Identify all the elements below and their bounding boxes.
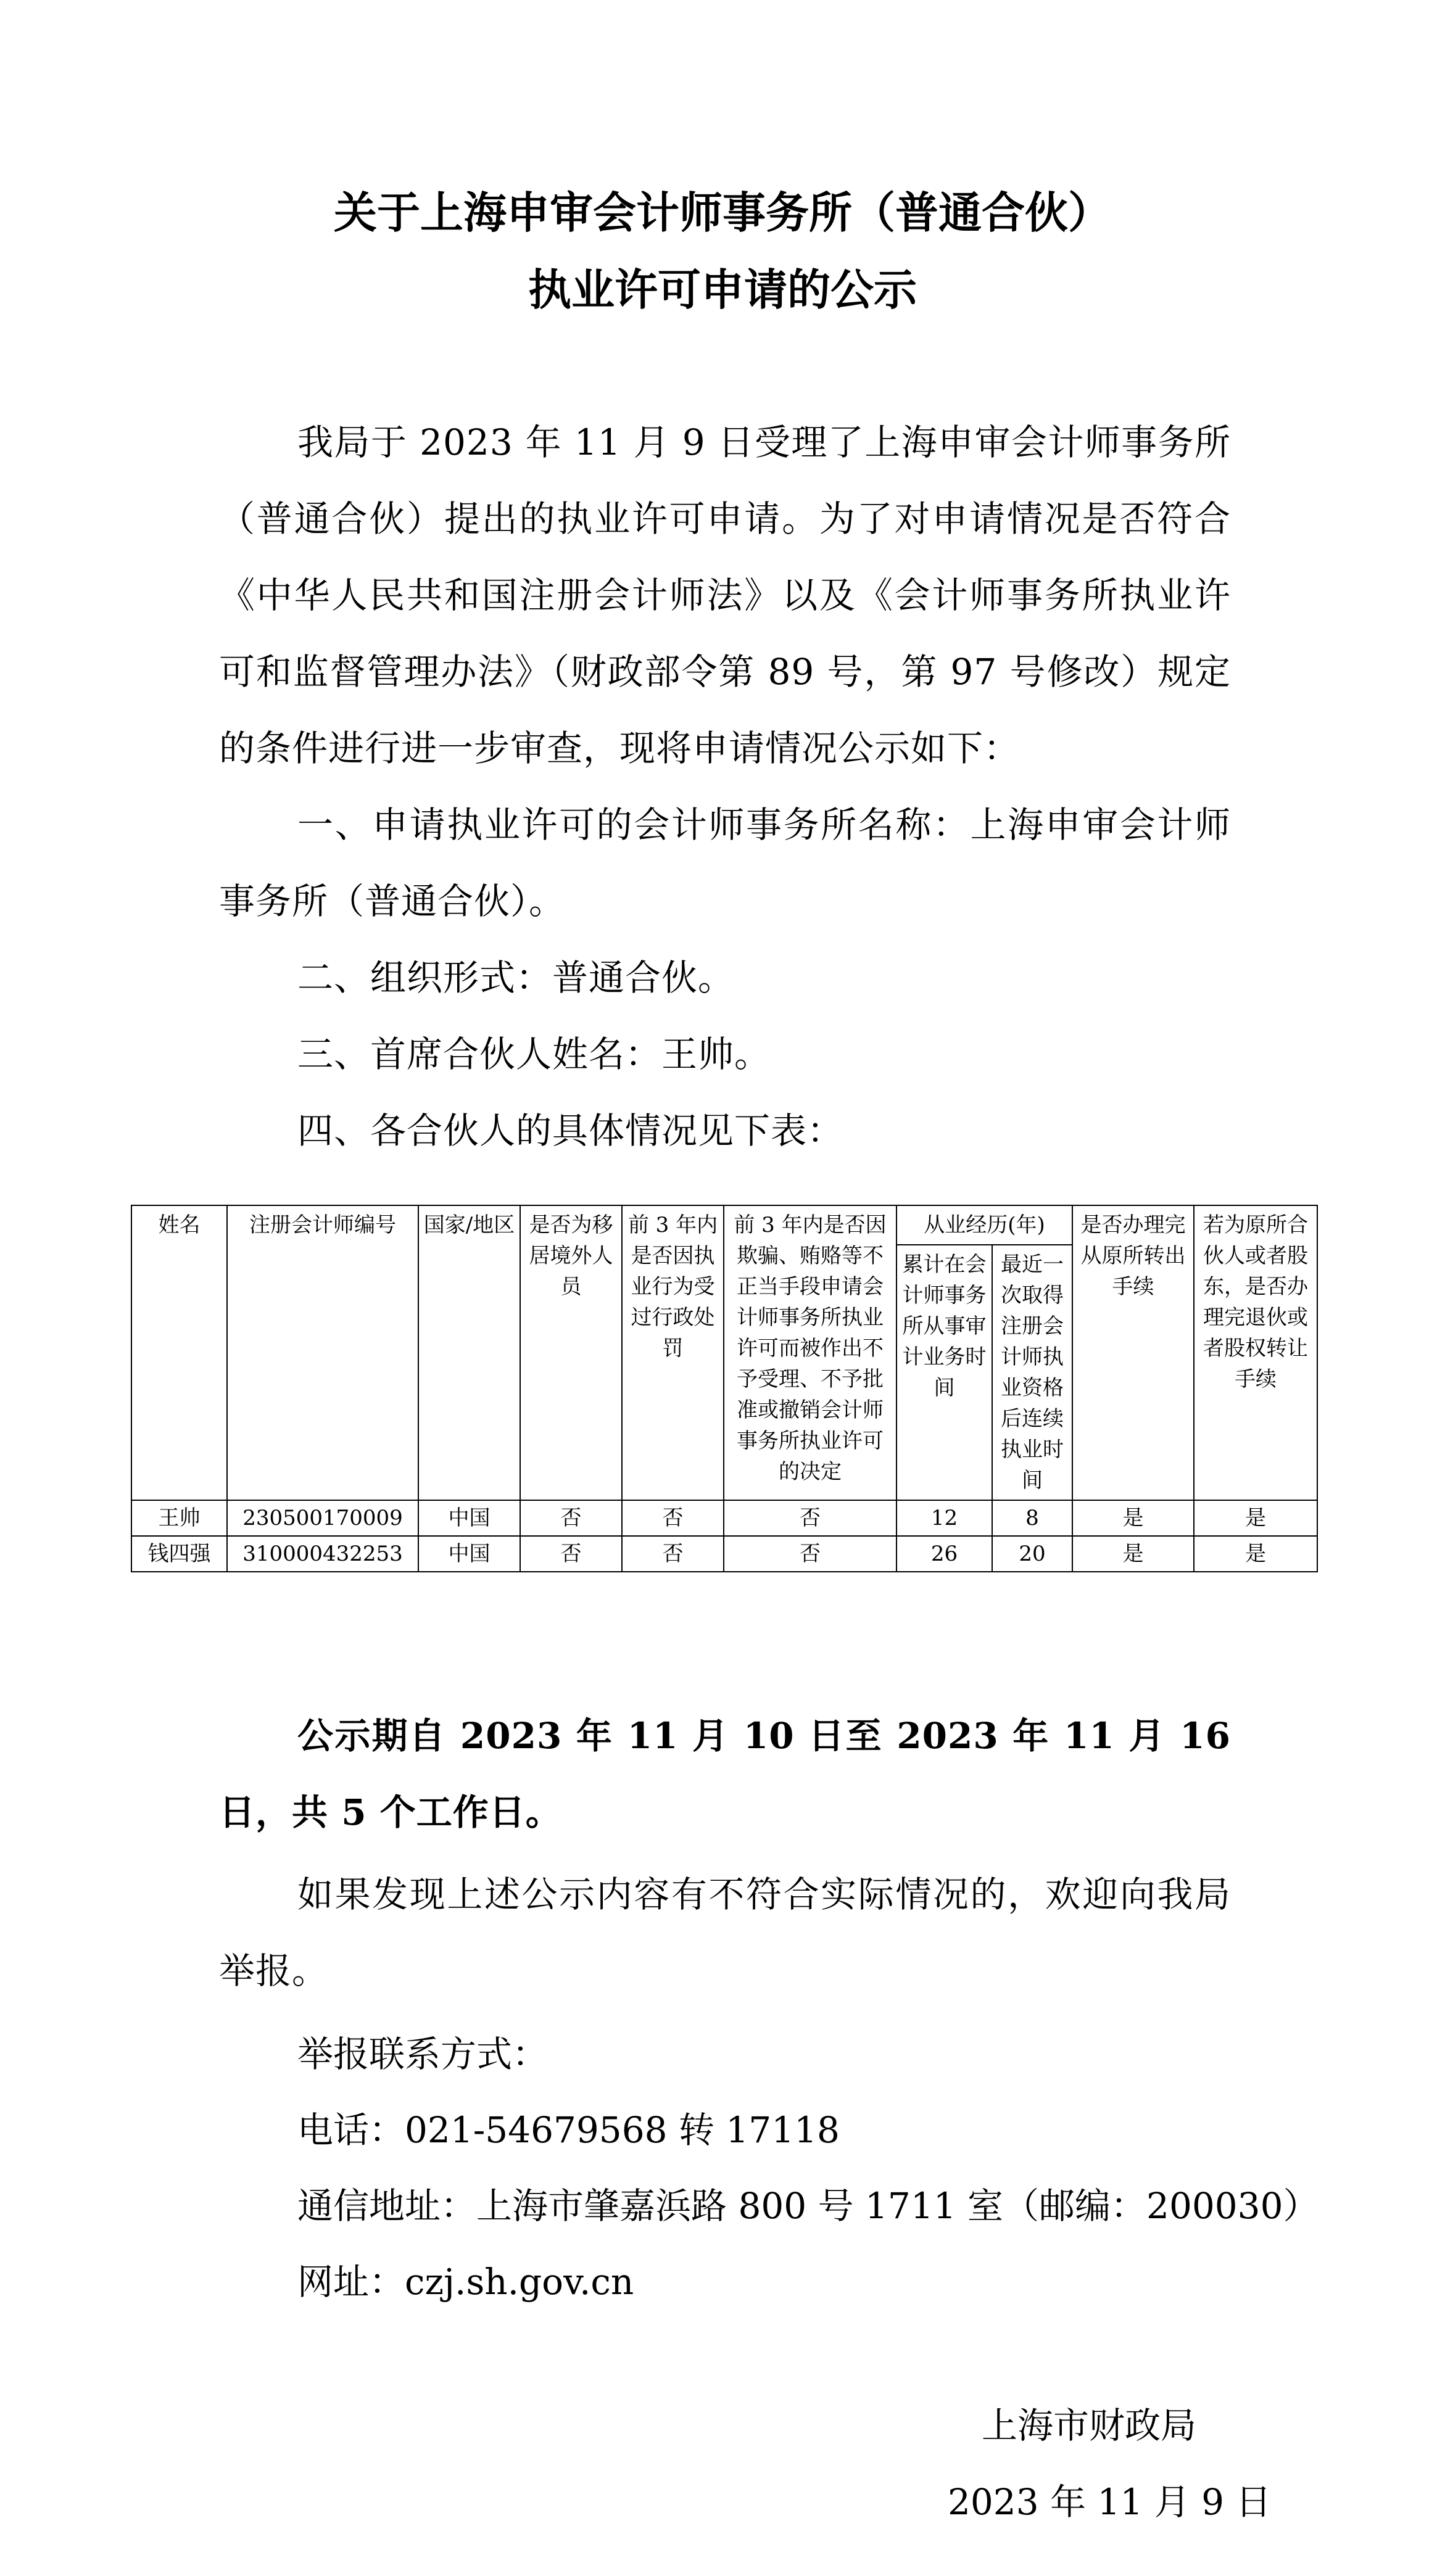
- header-name: 姓名: [131, 1205, 227, 1500]
- item-firm-name: 一、申请执业许可的会计师事务所名称：上海申审会计师事务所（普通合伙）。: [219, 804, 1231, 922]
- cell-fraud: 否: [724, 1500, 896, 1536]
- cell-country: 中国: [418, 1536, 520, 1572]
- cell-name: 钱四强: [131, 1536, 227, 1572]
- document-title-line1: 关于上海申审会计师事务所（普通合伙）: [334, 187, 1111, 238]
- cell-overseas: 否: [520, 1500, 622, 1536]
- header-experience: 从业经历(年): [896, 1205, 1072, 1245]
- header-overseas: 是否为移居境外人员: [520, 1205, 622, 1500]
- contact-heading: 举报联系方式：: [297, 2033, 549, 2075]
- report-note: 如果发现上述公示内容有不符合实际情况的，欢迎向我局举报。: [219, 1873, 1231, 1992]
- document-title-line2: 执业许可申请的公示: [528, 264, 917, 315]
- header-fraud: 前 3 年内是否因欺骗、贿赂等不正当手段申请会计师事务所执业许可而被作出不予受理、不予批准或撤销会计师事务所执业许可的决定: [724, 1205, 896, 1500]
- signature-org: 上海市财政局: [982, 2405, 1197, 2446]
- cell-penalty: 否: [622, 1536, 724, 1572]
- table-row: [131, 1500, 1317, 1536]
- table-row: [131, 1536, 1317, 1572]
- partner-table: [131, 1205, 1318, 1572]
- cell-cpa-number: 230500170009: [227, 1500, 418, 1536]
- notice-period: 公示期自 2023 年 11 月 10 日至 2023 年 11 月 16 日，共 5 个工作日。: [219, 1715, 1231, 1833]
- cell-fraud: 否: [724, 1536, 896, 1572]
- cell-cpa-number: 310000432253: [227, 1536, 418, 1572]
- cell-country: 中国: [418, 1500, 520, 1536]
- cell-transfer: 是: [1072, 1500, 1194, 1536]
- cell-name: 王帅: [131, 1500, 227, 1536]
- header-country: 国家/地区: [418, 1205, 520, 1500]
- signature-date: 2023 年 11 月 9 日: [948, 2481, 1272, 2523]
- contact-website: 网址：czj.sh.gov.cn: [297, 2261, 634, 2303]
- cell-overseas: 否: [520, 1536, 622, 1572]
- cell-exit: 是: [1194, 1536, 1317, 1572]
- intro-paragraph: 我局于 2023 年 11 月 9 日受理了上海申审会计师事务所（普通合伙）提出的执业许可申请。为了对申请情况是否符合《中华人民共和国注册会计师法》以及《会计师事务所执业许可和监督管理办法》（财政部令第 89 号，第 97 号修改）规定的条件进行进一步审查，现将申请情况公示如下：: [219, 421, 1231, 769]
- contact-phone: 电话：021-54679568 转 17118: [297, 2109, 840, 2151]
- cell-transfer: 是: [1072, 1536, 1194, 1572]
- header-transfer: 是否办理完从原所转出手续: [1072, 1205, 1194, 1500]
- item-org-form: 二、组织形式：普通合伙。: [297, 957, 735, 999]
- cell-exp-total: 12: [896, 1500, 992, 1536]
- cell-exp-total: 26: [896, 1536, 992, 1572]
- cell-exp-recent: 8: [992, 1500, 1072, 1536]
- header-exit: 若为原所合伙人或者股东，是否办理完退伙或者股权转让手续: [1194, 1205, 1317, 1500]
- contact-address: 通信地址：上海市肇嘉浜路 800 号 1711 室（邮编：200030）: [297, 2185, 1319, 2227]
- cell-exp-recent: 20: [992, 1536, 1072, 1572]
- item-chief-partner: 三、首席合伙人姓名：王帅。: [297, 1033, 771, 1075]
- header-penalty: 前 3 年内是否因执业行为受过行政处罚: [622, 1205, 724, 1500]
- item-partner-table-intro: 四、各合伙人的具体情况见下表：: [297, 1110, 844, 1152]
- header-cpa-number: 注册会计师编号: [227, 1205, 418, 1500]
- header-exp-total: 累计在会计师事务所从事审计业务时间: [896, 1245, 992, 1500]
- header-exp-recent: 最近一次取得注册会计师执业资格后连续执业时间: [992, 1245, 1072, 1500]
- cell-penalty: 否: [622, 1500, 724, 1536]
- cell-exit: 是: [1194, 1500, 1317, 1536]
